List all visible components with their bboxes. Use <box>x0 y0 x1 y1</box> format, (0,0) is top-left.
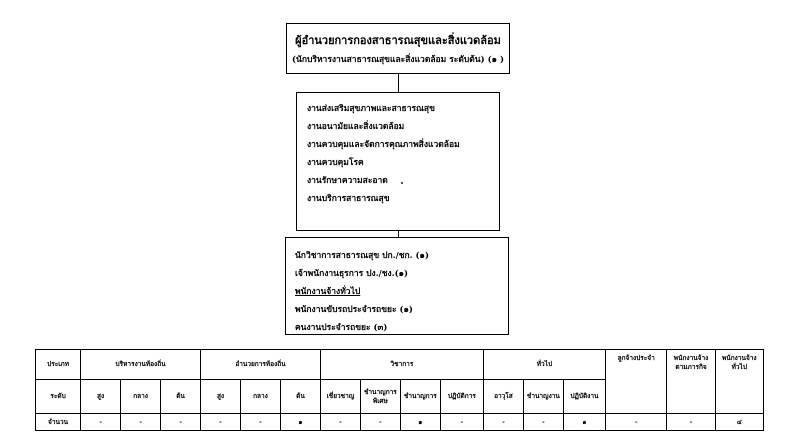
staff-line: พนักงานขับรถประจำรถขยะ (๑) <box>295 305 413 315</box>
count-header: จำนวน <box>36 414 81 431</box>
group-header: วิชาการ <box>320 350 483 380</box>
count-cell: - <box>523 414 563 431</box>
staff-line: เจ้าพนักงานธุรการ ปง./ชง.(๑) <box>295 269 409 279</box>
staff-line: คนงานประจำรถขยะ (๓) <box>295 323 388 333</box>
level-cell: ชำนาญการพิเศษ <box>360 380 400 414</box>
head-subtitle: (นักบริหารงานสาธารณสุขและสิ่งแวดล้อม ระดับต้น) (๑ ) <box>292 55 504 65</box>
count-cell: ๑ <box>280 414 320 431</box>
table-row <box>36 350 764 380</box>
general-staff-heading: พนักงานจ้างทั่วไป <box>295 287 361 297</box>
type-header: ประเภท <box>36 350 81 380</box>
table-row <box>36 414 764 431</box>
stray-dot <box>401 182 403 184</box>
staff-box <box>285 237 509 335</box>
level-cell: ชำนาญงาน <box>523 380 563 414</box>
group-header: อำนวยการท้องถิ่น <box>201 350 321 380</box>
level-cell: กลาง <box>121 380 161 414</box>
staff-rate-table <box>35 349 764 431</box>
level-cell: กลาง <box>241 380 281 414</box>
count-cell: ๑ <box>400 414 440 431</box>
level-cell: ต้น <box>161 380 201 414</box>
group-header: ลูกจ้างประจำ <box>605 350 667 414</box>
group-header: ทั่วไป <box>483 350 605 380</box>
level-cell: สูง <box>81 380 121 414</box>
head-title: ผู้อำนวยการกองสาธารณสุขและสิ่งแวดล้อม <box>295 34 501 47</box>
count-cell: - <box>161 414 201 431</box>
staff-line: นักวิชาการสาธารณสุข ปก./ชก. (๑) <box>295 251 429 261</box>
level-cell: สูง <box>201 380 241 414</box>
count-cell: - <box>483 414 523 431</box>
task-item: งานบริการสาธารณสุข <box>307 194 390 204</box>
level-cell: ชำนาญการ <box>400 380 440 414</box>
level-header: ระดับ <box>36 380 81 414</box>
count-cell: - <box>121 414 161 431</box>
count-cell: - <box>201 414 241 431</box>
task-item: งานส่งเสริมสุขภาพและสาธารณสุข <box>307 104 435 114</box>
task-item: งานรักษาความสะอาด <box>307 176 388 186</box>
count-cell: - <box>605 414 667 431</box>
group-header: บริหารงานท้องถิ่น <box>81 350 201 380</box>
count-cell: - <box>81 414 121 431</box>
level-cell: เชี่ยวชาญ <box>320 380 360 414</box>
count-cell: - <box>320 414 360 431</box>
count-cell: - <box>241 414 281 431</box>
count-cell: ๑ <box>563 414 605 431</box>
connector-head-tasks <box>398 74 399 92</box>
task-item: งานควบคุมโรค <box>307 158 364 168</box>
group-header: พนักงานจ้าง ทั่วไป <box>715 350 763 414</box>
tasks-box <box>296 92 500 231</box>
level-cell: ปฏิบัติงาน <box>563 380 605 414</box>
group-header: พนักงานจ้าง ตามภารกิจ <box>667 350 715 414</box>
count-cell: ๔ <box>715 414 763 431</box>
count-cell: - <box>360 414 400 431</box>
level-cell: อาวุโส <box>483 380 523 414</box>
level-cell: ปฏิบัติการ <box>440 380 483 414</box>
task-item: งานควบคุมและจัดการคุณภาพสิ่งแวดล้อม <box>307 140 460 150</box>
head-position-box <box>286 23 510 74</box>
count-cell: - <box>667 414 715 431</box>
count-cell: - <box>440 414 483 431</box>
level-cell: ต้น <box>280 380 320 414</box>
task-item: งานอนามัยและสิ่งแวดล้อม <box>307 122 405 132</box>
